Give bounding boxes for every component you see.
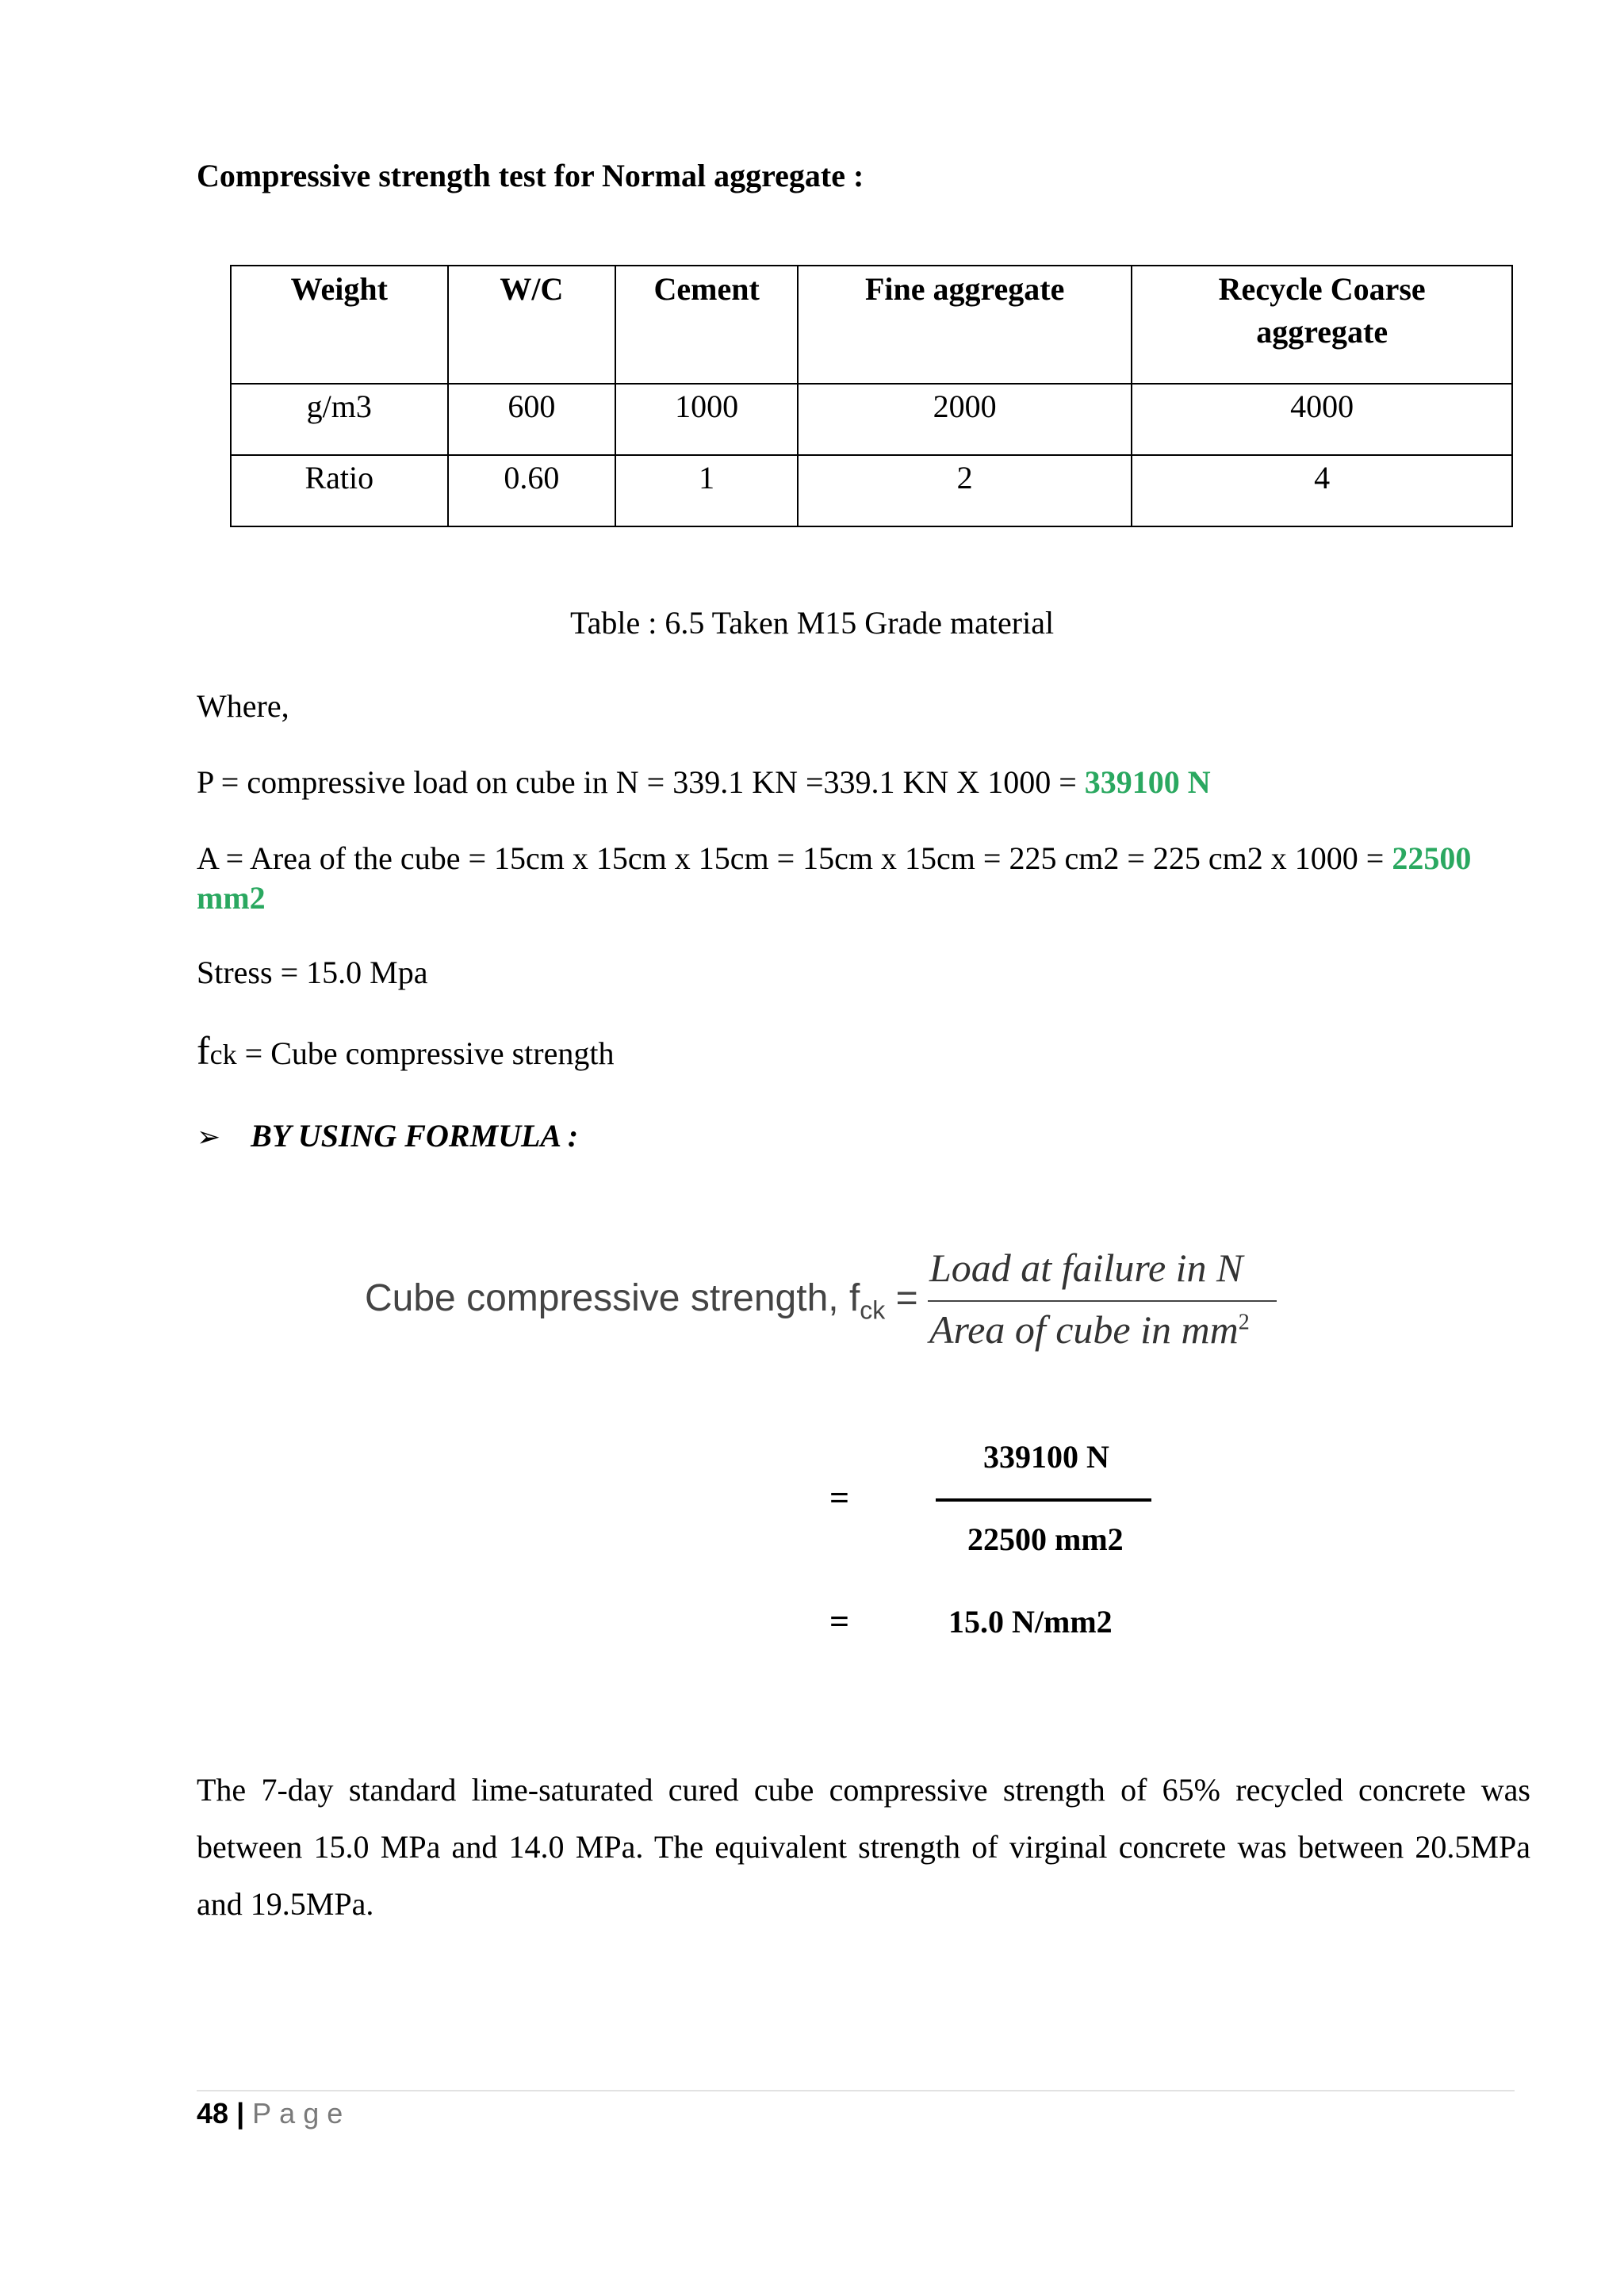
area-result: 22500 xyxy=(1392,840,1472,876)
fraction-bar xyxy=(928,1300,1277,1302)
calc-fraction-bar xyxy=(936,1498,1151,1502)
table-header-cell: Weight xyxy=(231,266,448,384)
formula-bullet xyxy=(197,1116,578,1158)
mix-proportion-table xyxy=(230,265,1513,527)
formula-lhs: Cube compressive strength, $f_{ck}$ = xyxy=(365,1277,918,1325)
fck-symbol-sub: ck xyxy=(209,1039,237,1070)
area-unit: mm2 xyxy=(197,880,266,916)
load-result: 339100 N xyxy=(1084,764,1211,800)
footer-separator: | xyxy=(236,2097,245,2130)
where-label: Where, xyxy=(197,688,289,724)
load-line xyxy=(197,763,1211,802)
calc-denominator: 22500 mm2 xyxy=(967,1521,1124,1557)
page-number: 48 xyxy=(197,2097,229,2130)
fck-line xyxy=(197,1028,615,1074)
table-cell: Ratio xyxy=(231,455,448,526)
table-cell: 2 xyxy=(798,455,1132,526)
calc-numerator: 339100 N xyxy=(983,1439,1109,1475)
table-header-cell: Fine aggregate xyxy=(798,266,1132,384)
stress-line: Stress = 15.0 Mpa xyxy=(197,955,428,990)
table-cell: 600 xyxy=(448,384,616,455)
page-footer xyxy=(197,2097,350,2130)
arrow-bullet-icon: ➢ xyxy=(197,1121,221,1154)
calc-equals-1: = xyxy=(829,1479,845,1517)
formula-numerator: Load at failure in N xyxy=(929,1246,1243,1290)
table-header-row xyxy=(231,266,1512,384)
area-line xyxy=(197,839,1529,918)
table-cell: 4 xyxy=(1132,455,1512,526)
table-header-cell: Recycle Coarse aggregate xyxy=(1132,266,1512,384)
table-cell: 1000 xyxy=(615,384,798,455)
table-caption: Table : 6.5 Taken M15 Grade material xyxy=(569,605,1055,641)
calc-equals-2: = xyxy=(829,1602,845,1641)
fck-symbol-f: f xyxy=(197,1028,210,1073)
formula-bullet-text: BY USING FORMULA : xyxy=(251,1118,579,1154)
formula-denominator: Area of cube in $mm^2$ xyxy=(929,1307,1250,1352)
fck-definition: = Cube compressive strength xyxy=(236,1035,615,1071)
table-row xyxy=(231,384,1512,455)
page-label: Page xyxy=(252,2097,351,2130)
table-row xyxy=(231,455,1512,526)
calc-result: 15.0 N/mm2 xyxy=(948,1604,1113,1640)
table-cell: 0.60 xyxy=(448,455,616,526)
table-header-cell: W/C xyxy=(448,266,616,384)
table-cell: 4000 xyxy=(1132,384,1512,455)
table-cell: 2000 xyxy=(798,384,1132,455)
table-header-cell: Cement xyxy=(615,266,798,384)
table-cell: 1 xyxy=(615,455,798,526)
footer-divider xyxy=(197,2090,1515,2091)
table-cell: g/m3 xyxy=(231,384,448,455)
conclusion-paragraph: The 7-day standard lime-saturated cured cube compressive strength of 65% recycled concrete was between 15.0 MPa and 14.0 MPa. The equivalent strength of virginal concrete was between 20.5MPa and 19.5MPa. xyxy=(197,1772,1530,1922)
area-text: A = Area of the cube = 15cm x 15cm x 15cm = 15cm x 15cm = 225 cm2 = 225 cm2 x 1000 = xyxy=(197,840,1392,876)
section-heading: Compressive strength test for Normal aggregate : xyxy=(197,158,864,193)
formula-figure xyxy=(365,1237,1285,1372)
load-text: P = compressive load on cube in N = 339.1 KN =339.1 KN X 1000 = xyxy=(197,764,1085,800)
